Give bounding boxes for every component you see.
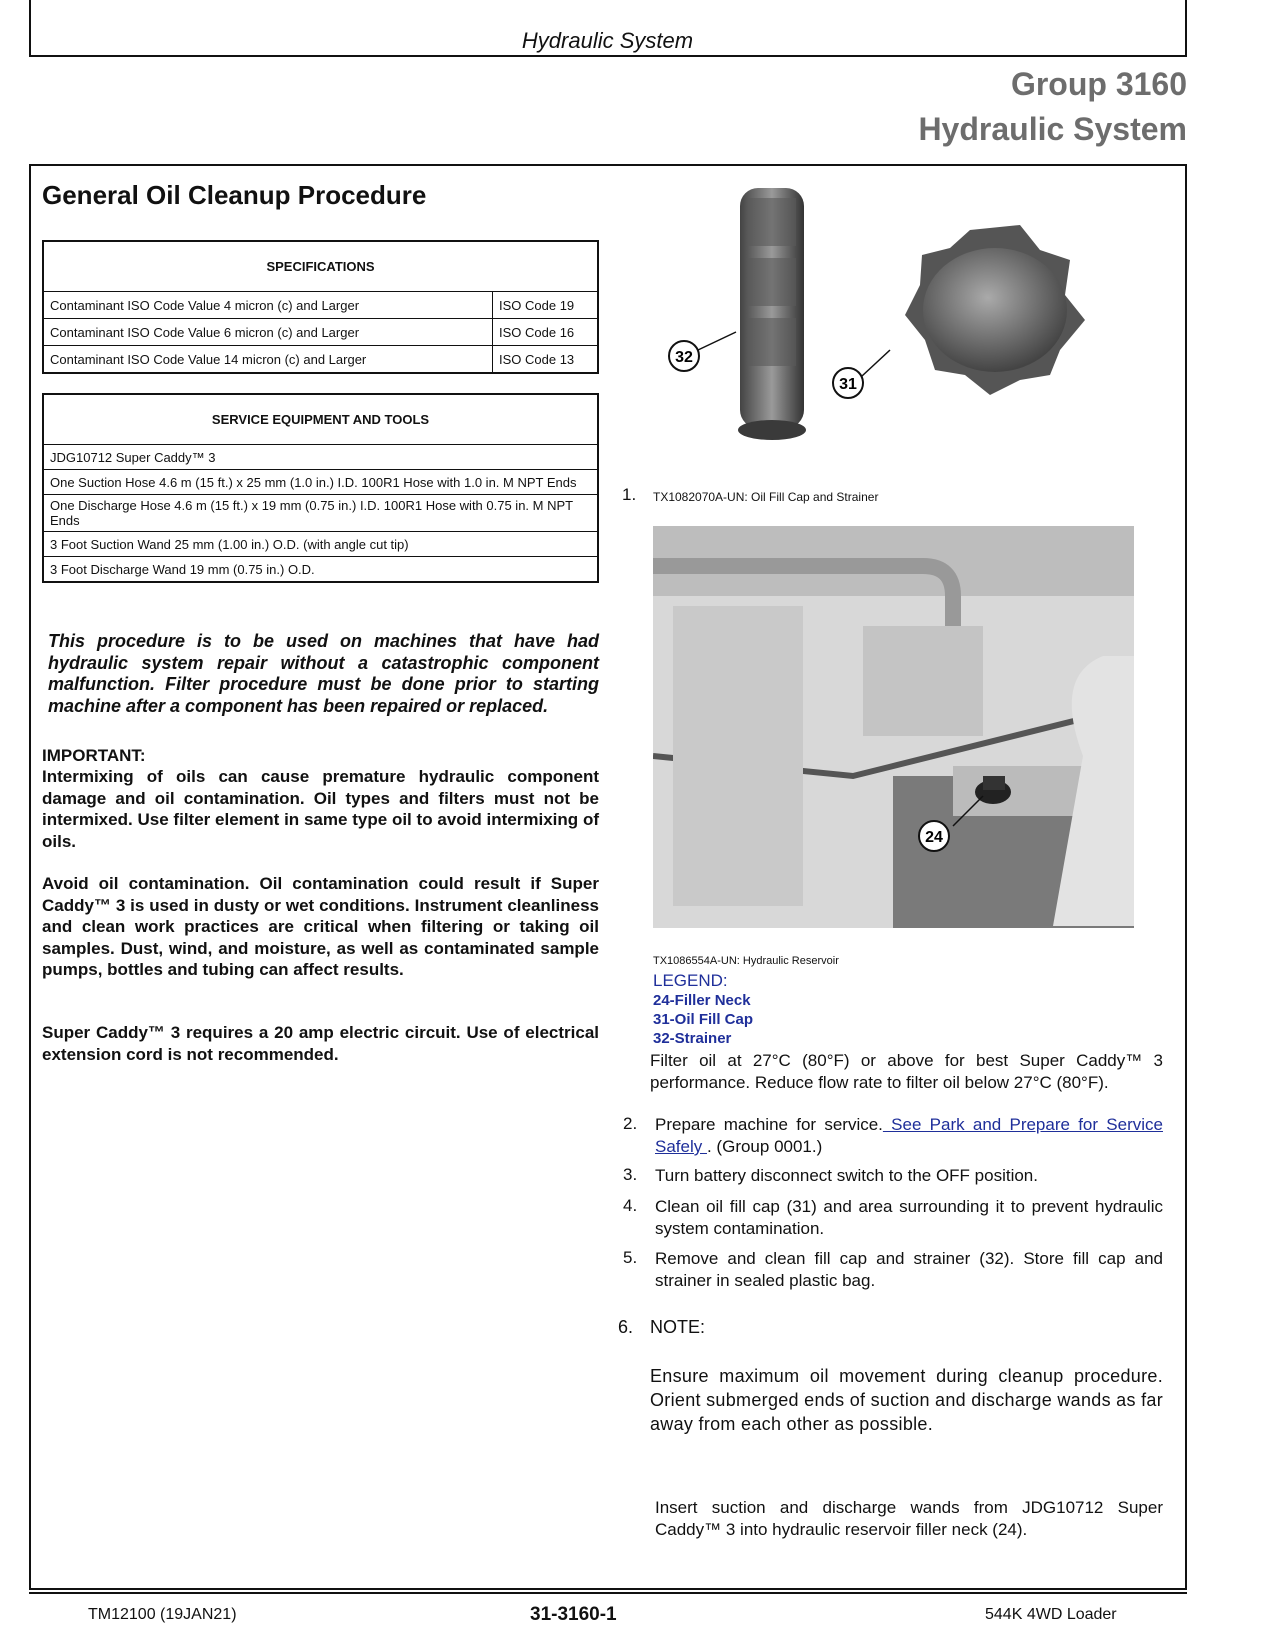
legend-item: 24-Filler Neck <box>653 992 751 1009</box>
step-1-text: Filter oil at 27°C (80°F) or above for best Super Caddy™ 3 performance. Reduce flow rate to filter oil below 27°C (80°F). <box>650 1051 1163 1092</box>
note-label: NOTE: <box>650 1317 706 1337</box>
strainer-illustration <box>738 188 806 440</box>
contamination-text: Avoid oil contamination. Oil contamination could result if Super Caddy™ 3 is used in dusty or wet conditions. Instrument cleanliness and clean work practices are critical when filtering or taking oil samples. Dust, wind, and moisture, as well as contaminated sample pumps, bottles and tubing can affect results. <box>42 874 599 979</box>
tool-item: JDG10712 Super Caddy™ 3 <box>43 445 598 470</box>
callout-leader <box>698 332 736 350</box>
spec-value: ISO Code 16 <box>493 319 599 346</box>
step-4-text: Clean oil fill cap (31) and area surrounding it to prevent hydraulic system contamination. <box>655 1197 1163 1238</box>
tools-table <box>42 393 599 583</box>
footer-page-number: 31-3160-1 <box>530 1604 617 1625</box>
step-number: 6. <box>618 1317 634 1337</box>
tool-item: 3 Foot Suction Wand 25 mm (1.00 in.) O.D. (with angle cut tip) <box>43 532 598 557</box>
legend-item: 31-Oil Fill Cap <box>653 1011 754 1028</box>
table-row <box>43 532 598 557</box>
note-text: Ensure maximum oil movement during cleanup procedure. Orient submerged ends of suction and discharge wands as far away from each other as possible. <box>650 1366 1163 1434</box>
specifications-heading: SPECIFICATIONS <box>43 241 598 292</box>
running-header: Hydraulic System <box>521 28 694 53</box>
table-row <box>43 346 598 374</box>
callout-24: 24 <box>925 829 943 846</box>
figure-caption: TX1086554A-UN: Hydraulic Reservoir <box>653 955 839 967</box>
step-2-suffix: . (Group 0001.) <box>706 1137 823 1156</box>
step-6-text: Insert suction and discharge wands from JDG10712 Super Caddy™ 3 into hydraulic reservoir filler neck (24). <box>655 1498 1163 1539</box>
footer-manual-id: TM12100 (19JAN21) <box>88 1606 237 1623</box>
spec-value: ISO Code 19 <box>493 292 599 319</box>
spec-item: Contaminant ISO Code Value 4 micron (c) and Larger <box>43 292 493 319</box>
callout-leader <box>862 350 890 376</box>
legend-item: 32-Strainer <box>653 1030 732 1047</box>
park-and-prepare-link[interactable]: See Park and Prepare for Service Safely <box>655 1115 1163 1156</box>
important-text: Intermixing of oils can cause premature hydraulic component damage and oil contamination. Oil types and filters must not be intermixed. Use filter element in same type oil to avoid intermixing of oils. <box>42 767 599 851</box>
specifications-table <box>42 240 599 374</box>
procedure-intro: This procedure is to be used on machines that have had hydraulic system repair without a catastrophic component malfunction. Filter procedure must be done prior to starting machine after a component has been repaired or replaced. <box>48 631 599 716</box>
step-3-text: Turn battery disconnect switch to the OFF position. <box>655 1166 1038 1185</box>
circuit-text: Super Caddy™ 3 requires a 20 amp electric circuit. Use of electrical extension cord is not recommended. <box>42 1023 599 1064</box>
table-row <box>43 319 598 346</box>
figure-cap-strainer <box>650 180 1100 460</box>
table-row <box>43 445 598 470</box>
step-2-text: Prepare machine for service. <box>655 1115 883 1134</box>
important-label: IMPORTANT: <box>42 746 146 765</box>
spec-value: ISO Code 13 <box>493 346 599 374</box>
step-number: 5. <box>623 1248 638 1267</box>
fill-cap-illustration <box>905 225 1085 395</box>
legend-title: LEGEND: <box>653 971 728 990</box>
figure-hydraulic-reservoir <box>653 526 1134 928</box>
step-2 <box>655 1114 1163 1158</box>
spec-item: Contaminant ISO Code Value 6 micron (c) and Larger <box>43 319 493 346</box>
tools-heading: SERVICE EQUIPMENT AND TOOLS <box>43 394 598 445</box>
callout-32: 32 <box>675 349 693 366</box>
step-number: 2. <box>623 1114 638 1133</box>
group-name: Hydraulic System <box>918 111 1187 147</box>
group-number: Group 3160 <box>1010 66 1187 102</box>
section-title: General Oil Cleanup Procedure <box>42 180 427 210</box>
spec-item: Contaminant ISO Code Value 14 micron (c) and Larger <box>43 346 493 374</box>
table-row <box>43 470 598 495</box>
tool-item: 3 Foot Discharge Wand 19 mm (0.75 in.) O.D. <box>43 557 598 583</box>
callout-31: 31 <box>839 376 857 393</box>
step-number: 4. <box>623 1196 638 1215</box>
step-5-text: Remove and clean fill cap and strainer (32). Store fill cap and strainer in sealed plastic bag. <box>655 1249 1163 1290</box>
tool-item: One Suction Hose 4.6 m (15 ft.) x 25 mm (1.0 in.) I.D. 100R1 Hose with 1.0 in. M NPT Ends <box>43 470 598 495</box>
table-row <box>43 292 598 319</box>
table-row <box>43 495 598 532</box>
footer-rule <box>29 1592 1187 1594</box>
step-number: 1. <box>622 485 637 504</box>
step-number: 3. <box>623 1165 638 1184</box>
tool-item: One Discharge Hose 4.6 m (15 ft.) x 19 mm (0.75 in.) I.D. 100R1 Hose with 0.75 in. M NPT Ends <box>43 495 598 532</box>
figure-caption: TX1082070A-UN: Oil Fill Cap and Strainer <box>653 490 879 504</box>
footer-machine: 544K 4WD Loader <box>985 1606 1117 1623</box>
table-row <box>43 557 598 583</box>
